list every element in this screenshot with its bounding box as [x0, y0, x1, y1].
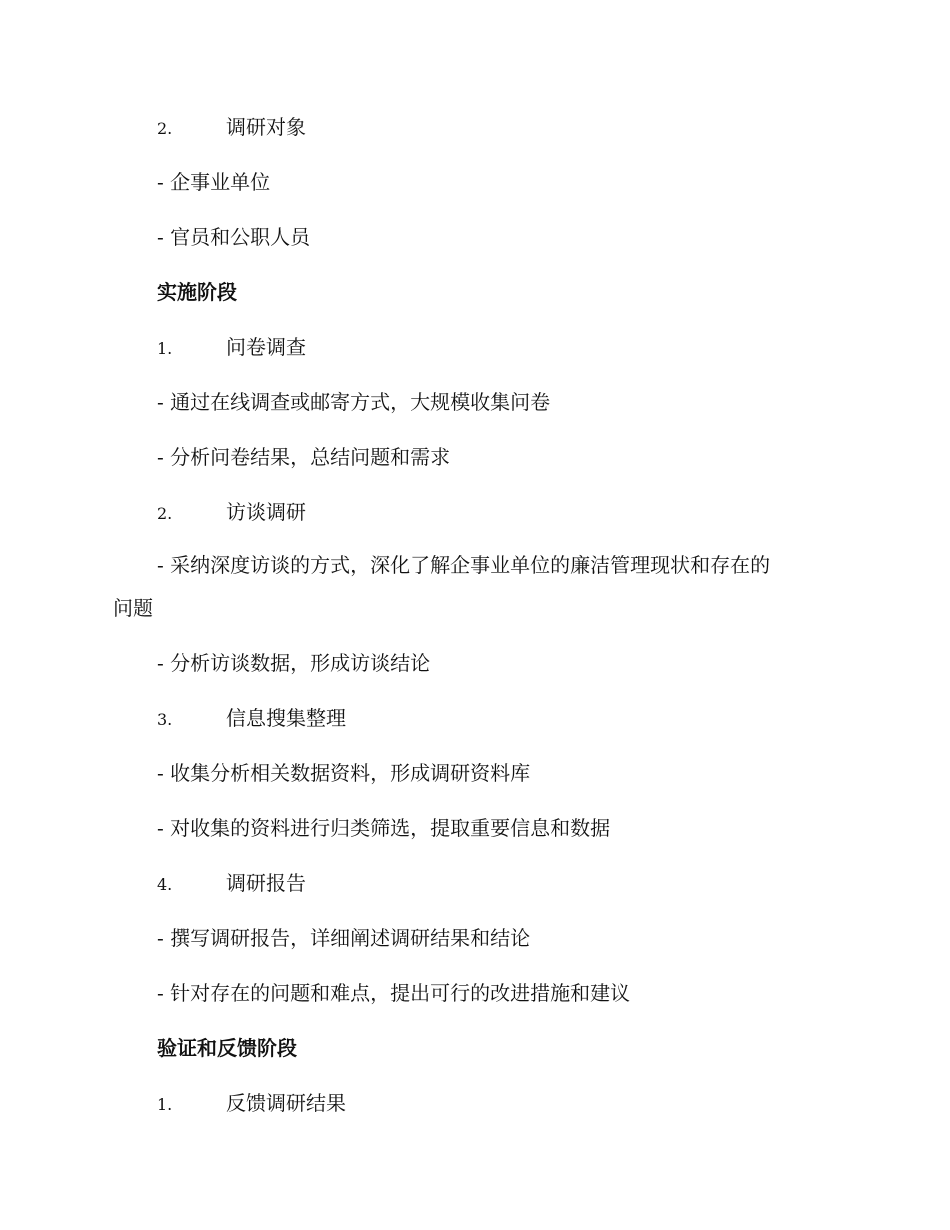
item-text: 信息搜集整理	[226, 706, 346, 730]
bullet-item: - 对收集的资料进行归类筛选，提取重要信息和数据	[157, 816, 611, 840]
bullet-item: - 官员和公职人员	[157, 225, 311, 249]
numbered-item	[157, 335, 306, 361]
numbered-item	[157, 871, 306, 897]
section-heading: 实施阶段	[157, 280, 237, 304]
numbered-item	[157, 1091, 346, 1117]
bullet-item: - 分析访谈数据，形成访谈结论	[157, 651, 431, 675]
bullet-item: - 撰写调研报告，详细阐述调研结果和结论	[157, 926, 531, 950]
item-number: 3.	[157, 710, 173, 729]
bullet-item: - 针对存在的问题和难点，提出可行的改进措施和建议	[157, 981, 631, 1005]
item-text: 调研报告	[226, 871, 306, 895]
numbered-item	[157, 115, 306, 141]
numbered-item	[157, 500, 306, 526]
item-number: 1.	[157, 339, 173, 358]
item-number: 4.	[157, 875, 173, 894]
item-text: 反馈调研结果	[226, 1091, 346, 1115]
bullet-item-wrapped	[113, 544, 837, 630]
bullet-text: - 采纳深度访谈的方式，深化了解企事业单位的廉洁管理现状和存在的	[157, 553, 771, 577]
item-number: 2.	[157, 119, 173, 138]
section-heading: 验证和反馈阶段	[157, 1036, 297, 1060]
bullet-continuation: 问题	[113, 596, 153, 620]
item-number: 2.	[157, 504, 173, 523]
bullet-item: - 收集分析相关数据资料，形成调研资料库	[157, 761, 531, 785]
item-text: 访谈调研	[226, 500, 306, 524]
bullet-item: - 分析问卷结果，总结问题和需求	[157, 445, 451, 469]
item-text: 问卷调查	[226, 335, 306, 359]
bullet-item: - 通过在线调查或邮寄方式，大规模收集问卷	[157, 390, 551, 414]
numbered-item	[157, 706, 346, 732]
bullet-item: - 企事业单位	[157, 170, 271, 194]
item-text: 调研对象	[226, 115, 306, 139]
item-number: 1.	[157, 1095, 173, 1114]
